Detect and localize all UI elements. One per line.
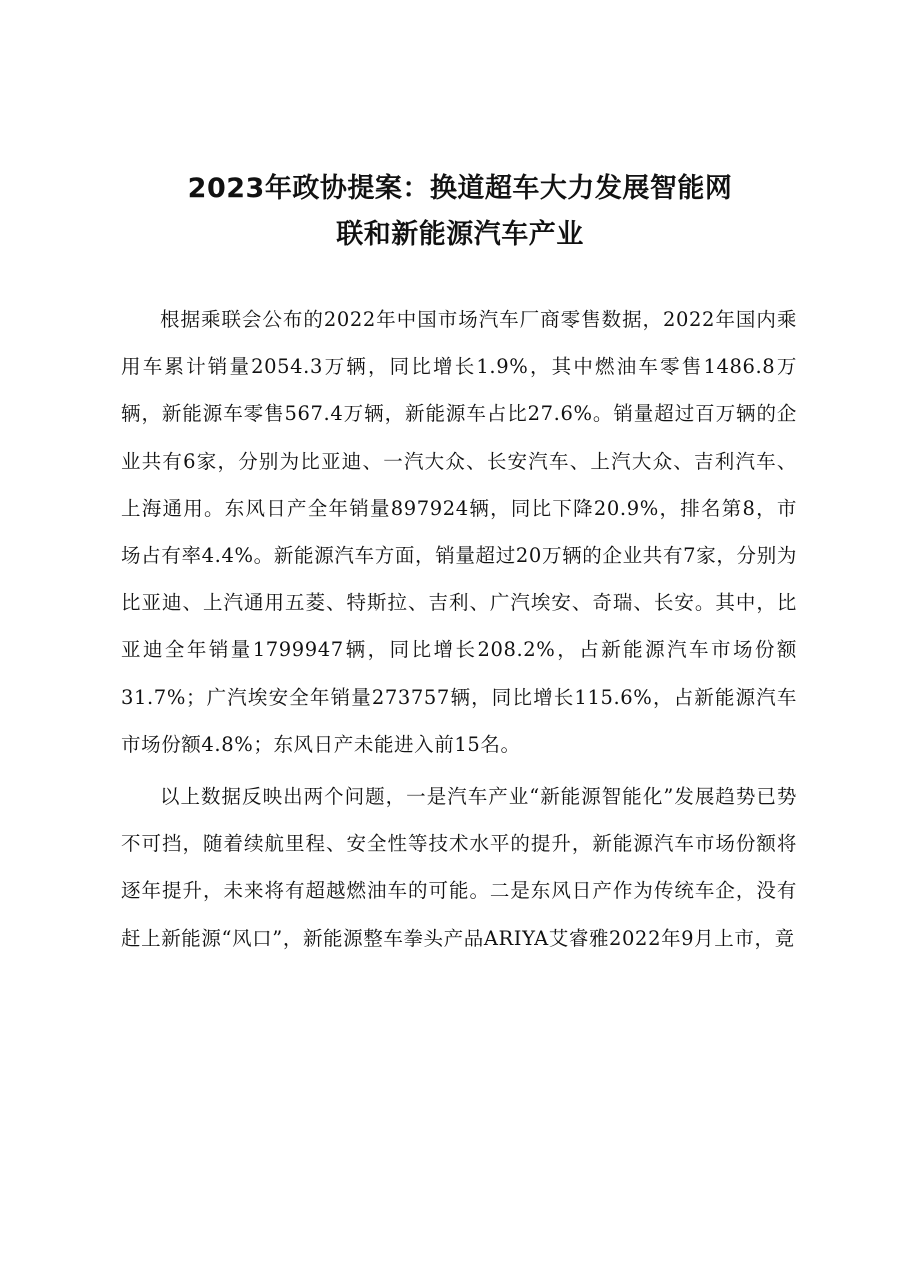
title-line-1: 2023年政协提案：换道超车大力发展智能网	[187, 173, 733, 204]
title-line-2: 联和新能源汽车产业	[336, 219, 584, 250]
paragraph-sales-data: 根据乘联会公布的2022年中国市场汽车厂商零售数据，2022年国内乘用车累计销量2054.3万辆，同比增长1.9%，其中燃油车零售1486.8万辆，新能源车零售567.4万辆，新能源车占比27.6%。销量超过百万辆的企业共有6家，分别为比亚迪、一汽大众、长安汽车、上汽大众、吉利汽车、上海通用。东风日产全年销量897924辆，同比下降20.9%，排名第8，市场占有率4.4%。新能源汽车方面，销量超过20万辆的企业共有7家，分别为比亚迪、上汽通用五菱、特斯拉、吉利、广汽埃安、奇瑞、长安。其中，比亚迪全年销量1799947辆，同比增长208.2%，占新能源汽车市场份额31.7%；广汽埃安全年销量273757辆，同比增长115.6%，占新能源汽车市场份额4.8%；东风日产未能进入前15名。	[121, 308, 797, 756]
document-title	[120, 166, 800, 258]
paragraph-analysis: 以上数据反映出两个问题，一是汽车产业“新能源智能化”发展趋势已势不可挡，随着续航里程、安全性等技术水平的提升，新能源汽车市场份额将逐年提升，未来将有超越燃油车的可能。二是东风日产作为传统车企，没有赶上新能源“风口”，新能源整车拳头产品ARIYA艾睿雅2022年9月上市，竟	[121, 785, 797, 950]
document-body	[121, 296, 797, 962]
